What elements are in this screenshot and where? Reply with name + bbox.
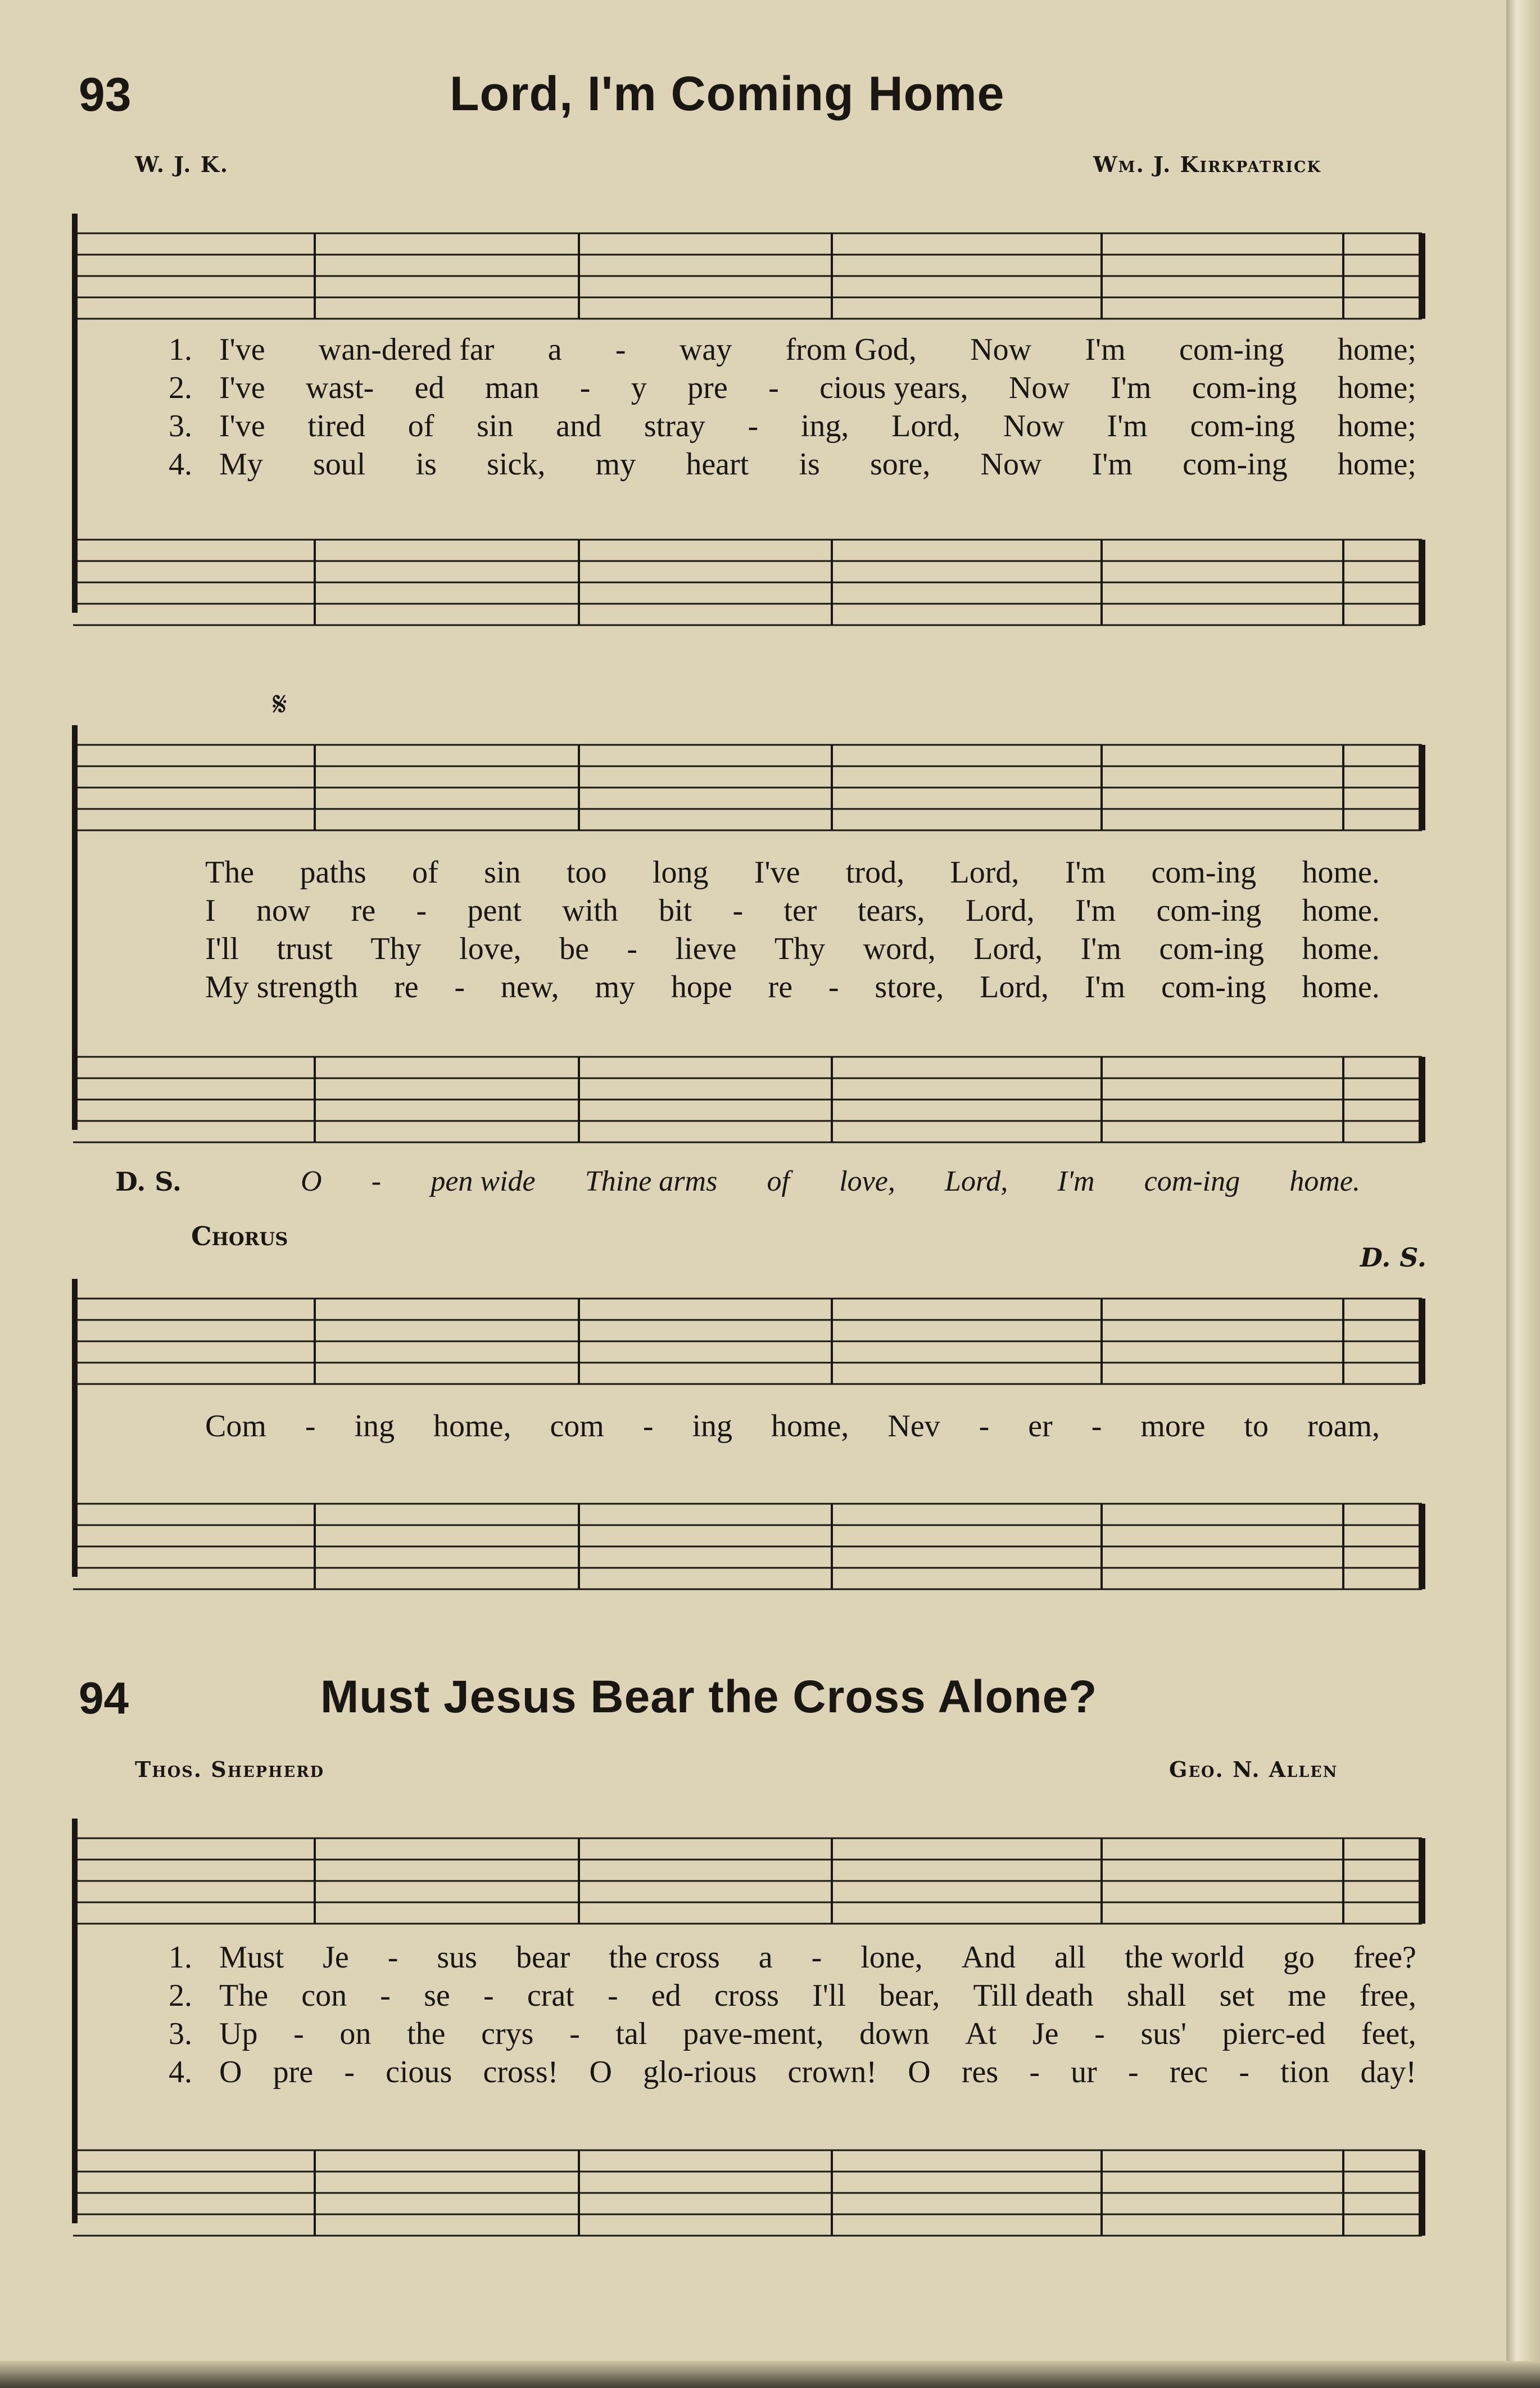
lyric-syllable: Com <box>205 1409 266 1444</box>
lyric-syllable: be <box>559 931 589 966</box>
lyric-syllable: - <box>293 2016 304 2051</box>
ds-lyric-line <box>301 1165 1360 1202</box>
lyric-syllable: sin <box>484 855 521 890</box>
lyric-syllable: I've <box>754 855 800 890</box>
lyric-syllable: Now <box>980 447 1042 482</box>
lyric-syllable: Thy <box>370 931 422 966</box>
lyric-syllable: the <box>407 2016 446 2051</box>
lyric-syllable: - <box>748 409 759 444</box>
lyric-syllable: pent <box>467 893 522 928</box>
hymn-94-verse-1 <box>185 1939 1416 1977</box>
verse-number: 1. <box>169 1940 192 1975</box>
lyric-syllable: com-ing <box>1161 970 1266 1005</box>
lyric-syllable: word, <box>863 931 936 966</box>
lyric-syllable: me <box>1288 1978 1326 2013</box>
lyric-syllable: I'm <box>1107 409 1148 444</box>
chorus-lyric-line <box>205 1408 1380 1445</box>
lyric-syllable: tal <box>615 2016 647 2051</box>
hymn-94-number: 94 <box>79 1673 129 1723</box>
lyric-syllable: Je <box>1032 2016 1059 2051</box>
lyric-syllable: se <box>424 1978 450 2013</box>
lyric-syllable: com-ing <box>1159 931 1264 966</box>
lyric-syllable: I've <box>219 370 265 405</box>
lyric-syllable: wast- <box>305 370 374 405</box>
lyric-syllable: Now <box>1003 409 1065 444</box>
chorus-label: Chorus <box>191 1221 288 1251</box>
lyric-syllable: heart <box>686 447 749 482</box>
lyric-syllable: from God, <box>785 332 917 367</box>
lyric-syllable: new, <box>500 970 559 1005</box>
lyric-syllable: home. <box>1302 970 1380 1005</box>
page-edge <box>1506 0 1540 2388</box>
lyric-syllable: my <box>595 447 636 482</box>
lyric-syllable: ed <box>414 370 445 405</box>
lyric-syllable: sus <box>437 1940 477 1975</box>
lyric-syllable: cross! <box>483 2055 559 2090</box>
lyric-syllable: The <box>205 855 255 890</box>
lyric-syllable: to <box>1244 1409 1269 1444</box>
lyric-syllable: O <box>908 2055 931 2090</box>
lyric-syllable: I <box>205 893 216 928</box>
lyric-syllable: O <box>589 2055 612 2090</box>
system-4-treble-staff <box>73 1827 1439 1939</box>
lyric-syllable: wan-dered far <box>318 332 495 367</box>
lyric-syllable: Lord, <box>980 970 1049 1005</box>
lyric-syllable: Up <box>219 2016 258 2051</box>
lyric-syllable: I'm <box>1085 332 1126 367</box>
hymn-93-verse-1-line-1 <box>185 332 1416 369</box>
lyric-syllable: I'm <box>1065 855 1106 890</box>
lyric-syllable: home; <box>1337 332 1416 367</box>
lyric-syllable: com-ing <box>1144 1165 1240 1197</box>
lyric-syllable: home. <box>1302 931 1380 966</box>
lyric-syllable: my <box>595 970 635 1005</box>
lyric-syllable: I'll <box>812 1978 846 2013</box>
system-1-bass-staff <box>73 528 1439 641</box>
lyric-syllable: Thy <box>774 931 826 966</box>
lyric-syllable: I've <box>219 409 265 444</box>
lyric-syllable: Je <box>323 1940 349 1975</box>
lyric-syllable: Lord, <box>973 931 1043 966</box>
hymn-93-author: W. J. K. <box>135 152 229 177</box>
lyric-syllable: rec <box>1169 2055 1208 2090</box>
lyric-syllable: love, <box>459 931 522 966</box>
lyric-syllable: home, <box>433 1409 511 1444</box>
lyric-syllable: I'm <box>1084 970 1126 1005</box>
system-1-treble-staff <box>73 222 1439 334</box>
lyric-syllable: com-ing <box>1151 855 1257 890</box>
lyric-syllable: long <box>652 855 709 890</box>
lyric-syllable: and <box>556 409 602 444</box>
lyric-syllable: roam, <box>1307 1409 1380 1444</box>
lyric-syllable: too <box>566 855 607 890</box>
lyric-syllable: re <box>351 893 376 928</box>
lyric-syllable: a <box>547 332 562 367</box>
lyric-syllable: love, <box>839 1165 895 1197</box>
ds-label: D. S. <box>115 1166 182 1197</box>
lyric-syllable: go <box>1283 1940 1315 1975</box>
verse-number: 4. <box>169 447 192 482</box>
hymn-94-verse-3 <box>185 2016 1416 2053</box>
lyric-syllable: sin <box>477 409 514 444</box>
lyric-syllable: pave-ment, <box>683 2016 824 2051</box>
lyric-syllable: tion <box>1280 2055 1330 2090</box>
lyric-syllable: The <box>219 1978 269 2013</box>
lyric-syllable: Lord, <box>965 893 1035 928</box>
lyric-syllable: day! <box>1360 2055 1416 2090</box>
lyric-syllable: re <box>768 970 793 1005</box>
lyric-syllable: crys <box>481 2016 534 2051</box>
lyric-syllable: crat <box>527 1978 574 2013</box>
lyric-syllable: ur <box>1071 2055 1097 2090</box>
verse-number: 2. <box>169 370 192 405</box>
lyric-syllable: re <box>394 970 419 1005</box>
lyric-syllable: ing <box>692 1409 733 1444</box>
lyric-syllable: home; <box>1337 447 1416 482</box>
lyric-syllable: - <box>615 332 626 367</box>
lyric-syllable: - <box>579 370 591 405</box>
lyric-syllable: paths <box>300 855 366 890</box>
lyric-syllable: set <box>1219 1978 1255 2013</box>
lyric-syllable: ing <box>354 1409 395 1444</box>
lyric-syllable: home, <box>771 1409 849 1444</box>
lyric-syllable: more <box>1140 1409 1206 1444</box>
hymn-93-verse-4-line-1 <box>185 446 1416 483</box>
verse-number: 1. <box>169 332 192 367</box>
lyric-syllable: Now <box>970 332 1032 367</box>
lyric-syllable: - <box>1127 2055 1139 2090</box>
lyric-syllable: stray <box>644 409 705 444</box>
lyric-syllable: - <box>627 931 638 966</box>
lyric-syllable: the world <box>1124 1940 1245 1975</box>
lyric-syllable: all <box>1054 1940 1086 1975</box>
hymn-94-composer: Geo. N. Allen <box>1169 1757 1338 1782</box>
lyric-syllable: I'm <box>1111 370 1152 405</box>
lyric-syllable: com-ing <box>1156 893 1262 928</box>
lyric-syllable: - <box>569 2016 580 2051</box>
lyric-syllable: ed <box>651 1978 681 2013</box>
lyric-syllable: on <box>339 2016 372 2051</box>
lyric-syllable: - <box>380 1978 391 2013</box>
lyric-syllable: Now <box>1008 370 1070 405</box>
lyric-syllable: - <box>371 1165 382 1197</box>
hymn-93-title: Lord, I'm Coming Home <box>450 67 1005 121</box>
lyric-syllable: of <box>412 855 438 890</box>
lyric-syllable: home. <box>1302 893 1380 928</box>
lyric-syllable: pen wide <box>431 1165 536 1197</box>
system-3-treble-staff <box>73 1287 1439 1400</box>
lyric-syllable: home; <box>1337 370 1416 405</box>
lyric-syllable: - <box>387 1940 398 1975</box>
system-3-bass-staff <box>73 1492 1439 1605</box>
verse-number: 3. <box>169 409 192 444</box>
lyric-syllable: And <box>961 1940 1016 1975</box>
page-bottom-shadow <box>0 2361 1540 2388</box>
lyric-syllable: My strength <box>205 970 359 1005</box>
lyric-syllable: ter <box>783 893 817 928</box>
lyric-syllable: com-ing <box>1183 447 1288 482</box>
hymn-94-verse-4 <box>185 2054 1416 2091</box>
lyric-syllable: com-ing <box>1179 332 1284 367</box>
hymn-93-composer: Wm. J. Kirkpatrick <box>1093 152 1321 177</box>
lyric-syllable: - <box>305 1409 316 1444</box>
verse-number: 4. <box>169 2055 192 2090</box>
lyric-syllable: - <box>483 1978 494 2013</box>
lyric-syllable: sick, <box>487 447 546 482</box>
hymn-93-verse-3-line-1 <box>185 408 1416 445</box>
lyric-syllable: Lord, <box>945 1165 1008 1197</box>
lyric-syllable: bit <box>659 893 692 928</box>
lyric-syllable: home. <box>1289 1165 1360 1197</box>
lyric-syllable: way <box>679 332 732 367</box>
lyric-syllable: pre <box>687 370 728 405</box>
lyric-syllable: tired <box>307 409 365 444</box>
lyric-syllable: of <box>767 1165 790 1197</box>
lyric-syllable: - <box>344 2055 355 2090</box>
lyric-syllable: Nev <box>887 1409 940 1444</box>
lyric-syllable: Lord, <box>891 409 961 444</box>
lyric-syllable: - <box>1239 2055 1249 2090</box>
lyric-syllable: - <box>1029 2055 1040 2090</box>
lyric-syllable: hope <box>671 970 732 1005</box>
lyric-syllable: cious years, <box>819 370 968 405</box>
lyric-syllable: - <box>1094 2016 1105 2051</box>
lyric-syllable: I'm <box>1057 1165 1095 1197</box>
lyric-syllable: lone, <box>860 1940 923 1975</box>
lyric-syllable: y <box>631 370 647 405</box>
lyric-syllable: the cross <box>609 1940 720 1975</box>
lyric-syllable: home. <box>1302 855 1380 890</box>
system-4-bass-staff <box>73 2139 1439 2251</box>
lyric-syllable: ing, <box>800 409 849 444</box>
lyric-syllable: man <box>484 370 540 405</box>
lyric-syllable: cious <box>386 2055 452 2090</box>
lyric-syllable: com <box>550 1409 604 1444</box>
verse-number: 3. <box>169 2016 192 2051</box>
lyric-syllable: trust <box>277 931 333 966</box>
verse-number: 2. <box>169 1978 192 2013</box>
lyric-syllable: com-ing <box>1192 370 1297 405</box>
lyric-syllable: pre <box>273 2055 314 2090</box>
lyric-syllable: crown! <box>787 2055 877 2090</box>
lyric-syllable: pierc-ed <box>1222 2016 1326 2051</box>
lyric-syllable: soul <box>313 447 366 482</box>
hymn-93-verse-1-line-2 <box>205 854 1380 892</box>
lyric-syllable: tears, <box>857 893 925 928</box>
lyric-syllable: free? <box>1353 1940 1416 1975</box>
lyric-syllable: I've <box>219 332 265 367</box>
lyric-syllable: At <box>965 2016 997 2051</box>
lyric-syllable: - <box>1091 1409 1102 1444</box>
lyric-syllable: sore, <box>870 447 931 482</box>
lyric-syllable: lieve <box>675 931 737 966</box>
lyric-syllable: Thine arms <box>585 1165 718 1197</box>
lyric-syllable: O <box>219 2055 242 2090</box>
lyric-syllable: bear, <box>879 1978 940 2013</box>
lyric-syllable: I'll <box>205 931 239 966</box>
lyric-syllable: - <box>607 1978 618 2013</box>
lyric-syllable: glo-rious <box>643 2055 757 2090</box>
system-2-treble-staff <box>73 734 1439 846</box>
hymn-93-verse-2-line-1 <box>185 370 1416 407</box>
lyric-syllable: home; <box>1337 409 1416 444</box>
lyric-syllable: O <box>301 1165 322 1197</box>
system-2-bass-staff <box>73 1046 1439 1158</box>
lyric-syllable: now <box>256 893 311 928</box>
lyric-syllable: down <box>859 2016 930 2051</box>
lyric-syllable: res <box>961 2055 999 2090</box>
lyric-syllable: - <box>768 370 779 405</box>
lyric-syllable: Till death <box>973 1978 1094 2013</box>
lyric-syllable: free, <box>1359 1978 1416 2013</box>
lyric-syllable: - <box>454 970 465 1005</box>
lyric-syllable: - <box>979 1409 990 1444</box>
lyric-syllable: trod, <box>845 855 905 890</box>
lyric-syllable: store, <box>875 970 944 1005</box>
lyric-syllable: I'm <box>1080 931 1121 966</box>
lyric-syllable: - <box>828 970 839 1005</box>
lyric-syllable: - <box>811 1940 822 1975</box>
lyric-syllable: er <box>1028 1409 1053 1444</box>
lyric-syllable: feet, <box>1361 2016 1416 2051</box>
lyric-syllable: sus' <box>1140 2016 1187 2051</box>
lyric-syllable: My <box>219 447 263 482</box>
lyric-syllable: Must <box>219 1940 284 1975</box>
lyric-syllable: - <box>642 1409 654 1444</box>
lyric-syllable: shall <box>1126 1978 1186 2013</box>
lyric-syllable: is <box>415 447 437 482</box>
hymn-93-verse-3-line-2 <box>205 931 1380 968</box>
lyric-syllable: cross <box>714 1978 779 2013</box>
hymn-94-verse-2 <box>185 1978 1416 2015</box>
lyric-syllable: I'm <box>1091 447 1133 482</box>
hymn-94-author: Thos. Shepherd <box>135 1757 325 1782</box>
lyric-syllable: - <box>732 893 744 928</box>
hymn-93-verse-4-line-2 <box>205 969 1380 1006</box>
lyric-syllable: com-ing <box>1190 409 1296 444</box>
lyric-syllable: with <box>562 893 618 928</box>
hymn-94-title: Must Jesus Bear the Cross Alone? <box>320 1671 1098 1722</box>
lyric-syllable: of <box>407 409 434 444</box>
hymn-93-number: 93 <box>79 68 132 121</box>
lyric-syllable: is <box>799 447 820 482</box>
lyric-syllable: Lord, <box>950 855 1020 890</box>
lyric-syllable: a <box>758 1940 773 1975</box>
lyric-syllable: con <box>301 1978 347 2013</box>
lyric-syllable: - <box>416 893 427 928</box>
lyric-syllable: I'm <box>1075 893 1116 928</box>
lyric-syllable: bear <box>515 1940 570 1975</box>
ds-mark: D. S. <box>1360 1242 1426 1273</box>
hymn-93-verse-2-line-2 <box>205 893 1380 930</box>
segno-sign: 𝄋 <box>273 685 287 724</box>
